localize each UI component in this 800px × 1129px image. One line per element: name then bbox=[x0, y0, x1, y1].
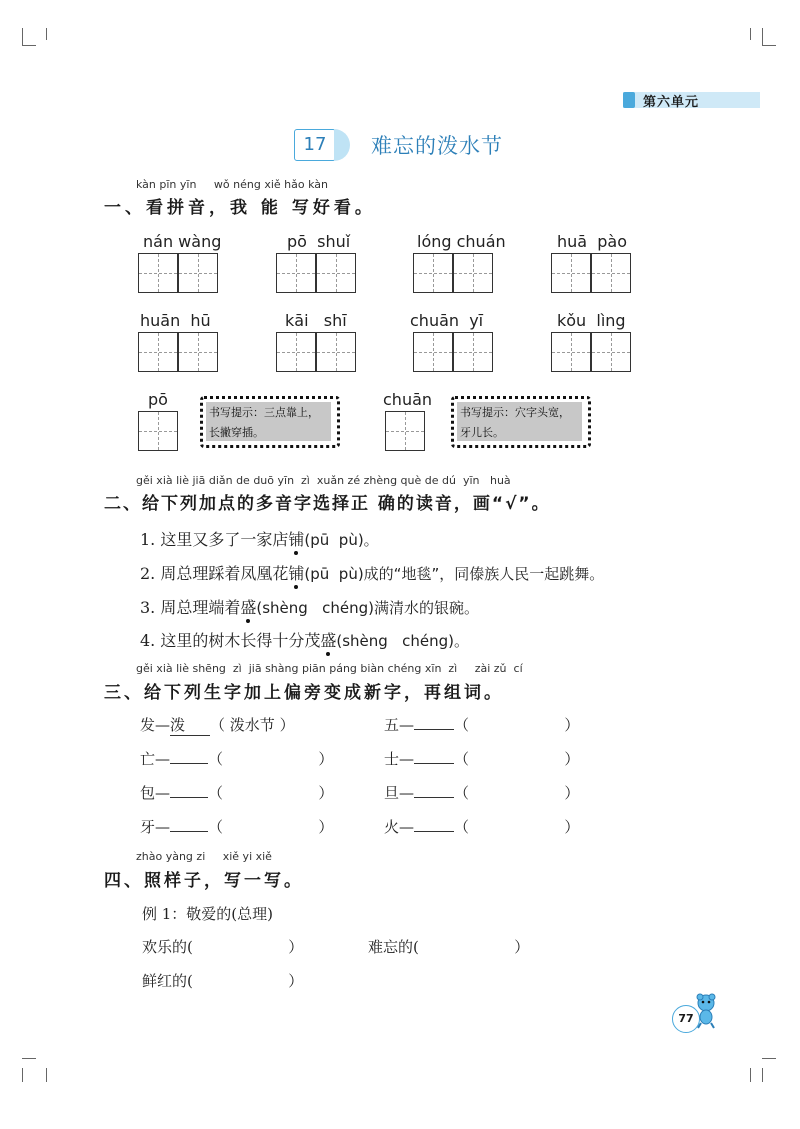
word-pinyin: lóng chuán bbox=[417, 232, 506, 251]
section1-heading: 一、看拼音，我 能 写好看。 bbox=[104, 198, 376, 218]
crop-mark bbox=[46, 1068, 47, 1082]
crop-mark bbox=[750, 1068, 751, 1082]
writing-box[interactable] bbox=[453, 253, 493, 293]
base-char: 发 bbox=[140, 716, 156, 734]
question-options[interactable]: (shèng chéng)。 bbox=[336, 632, 469, 650]
writing-box[interactable] bbox=[276, 332, 316, 372]
crop-mark bbox=[22, 45, 36, 46]
writing-box[interactable] bbox=[178, 253, 218, 293]
crop-mark bbox=[762, 1068, 763, 1082]
writing-hint bbox=[451, 396, 591, 448]
crop-mark bbox=[22, 28, 23, 46]
writing-box[interactable] bbox=[453, 332, 493, 372]
base-char: 火 bbox=[384, 818, 400, 836]
crop-mark bbox=[762, 28, 763, 46]
writing-box[interactable] bbox=[276, 253, 316, 293]
page-number: 77 bbox=[672, 1005, 700, 1033]
lesson-title: 难忘的泼水节 bbox=[371, 134, 503, 158]
word-pinyin: chuān yī bbox=[410, 311, 484, 330]
question-options[interactable]: (pū pù)成的“地毯”，同傣族人民一起跳舞。 bbox=[304, 565, 605, 583]
question-text: 1. 这里又多了一家店 bbox=[140, 530, 289, 549]
example-text: 例 1：敬爱的(总理) bbox=[142, 905, 274, 923]
hint-text: 长撇穿插。 bbox=[209, 426, 264, 439]
lesson-number: 17 bbox=[294, 129, 336, 161]
word-pinyin: nán wàng bbox=[143, 232, 222, 251]
crop-mark bbox=[750, 28, 751, 40]
word-pinyin: huān hū bbox=[140, 311, 211, 330]
writing-box[interactable] bbox=[551, 253, 591, 293]
word-pinyin: pō shuǐ bbox=[287, 232, 351, 251]
question-item bbox=[140, 561, 604, 584]
writing-box[interactable] bbox=[316, 253, 356, 293]
hint-text: 书写提示：穴字头宽， bbox=[460, 406, 570, 419]
writing-box[interactable] bbox=[316, 332, 356, 372]
writing-box[interactable] bbox=[413, 253, 453, 293]
writing-box[interactable] bbox=[413, 332, 453, 372]
writing-box[interactable] bbox=[385, 411, 425, 451]
crop-mark bbox=[46, 28, 47, 40]
exercise-row[interactable]: 五— （ ） bbox=[384, 716, 580, 734]
item-text: 难忘的( bbox=[368, 938, 419, 956]
unit-label: 第六单元 bbox=[643, 95, 700, 110]
dotted-char: 盛 bbox=[240, 598, 257, 617]
section4-heading: 四、照样子，写一写。 bbox=[104, 871, 304, 891]
mascot-icon bbox=[694, 993, 718, 1029]
question-text: 4. 这里的树木长得十分茂 bbox=[140, 631, 321, 650]
question-options[interactable]: (shèng chéng)满清水的银碗。 bbox=[256, 599, 479, 617]
hint-text: 牙儿长。 bbox=[460, 426, 504, 439]
word-pinyin: kǒu lìng bbox=[557, 311, 626, 330]
unit-tab bbox=[623, 92, 635, 108]
dotted-char: 铺 bbox=[288, 530, 305, 549]
crop-mark bbox=[22, 1058, 36, 1059]
exercise-row[interactable]: 包— （ ） bbox=[140, 784, 334, 802]
example-row: 发—泼 （ 泼水节 ） bbox=[140, 716, 295, 734]
writing-box[interactable] bbox=[591, 332, 631, 372]
exercise-row[interactable]: 旦— （ ） bbox=[384, 784, 580, 802]
writing-box[interactable] bbox=[591, 253, 631, 293]
word-pinyin: kāi shī bbox=[285, 311, 347, 330]
base-char: 亡 bbox=[140, 750, 156, 768]
base-char: 五 bbox=[384, 716, 400, 734]
section3-heading: 三、给下列生字加上偏旁变成新字，再组词。 bbox=[104, 683, 504, 703]
base-char: 包 bbox=[140, 784, 156, 802]
question-item bbox=[140, 595, 479, 618]
writing-box[interactable] bbox=[551, 332, 591, 372]
exercise-row[interactable]: 鲜红的( ） bbox=[142, 972, 304, 990]
question-item bbox=[140, 527, 379, 550]
section4-pinyin: zhào yàng zi xiě yi xiě bbox=[136, 850, 272, 863]
exercise-row[interactable]: 牙— （ ） bbox=[140, 818, 334, 836]
base-char: 旦 bbox=[384, 784, 400, 802]
crop-mark bbox=[762, 1058, 776, 1059]
question-item bbox=[140, 628, 469, 651]
question-text: 2. 周总理踩着凤凰花 bbox=[140, 564, 289, 583]
exercise-row[interactable]: 难忘的( ） bbox=[368, 938, 530, 956]
exercise-row[interactable]: 火— （ ） bbox=[384, 818, 580, 836]
exercise-row[interactable]: 欢乐的( ） bbox=[142, 938, 304, 956]
writing-box[interactable] bbox=[138, 411, 178, 451]
item-text: 欢乐的( bbox=[142, 938, 193, 956]
section2-heading: 二、给下列加点的多音字选择正 确的读音，画“√”。 bbox=[104, 494, 551, 514]
writing-box[interactable] bbox=[138, 253, 178, 293]
unit-banner bbox=[623, 92, 760, 108]
exercise-row[interactable]: 士— （ ） bbox=[384, 750, 580, 768]
question-text: 3. 周总理端着 bbox=[140, 598, 241, 617]
section2-pinyin: gěi xià liè jiā diǎn de duō yīn zì xuǎn zé zhèng què de dú yīn huà bbox=[136, 474, 511, 487]
exercise-row[interactable]: 亡— （ ） bbox=[140, 750, 334, 768]
section3-pinyin: gěi xià liè shēng zì jiā shàng piān páng biàn chéng xīn zì zài zǔ cí bbox=[136, 662, 523, 675]
item-text: 鲜红的( bbox=[142, 972, 193, 990]
lesson-number-tail bbox=[334, 129, 350, 161]
writing-box[interactable] bbox=[178, 332, 218, 372]
dotted-char: 铺 bbox=[288, 564, 305, 583]
section1-pinyin: kàn pīn yīn wǒ néng xiě hǎo kàn bbox=[136, 178, 328, 191]
example-word: 泼水节 bbox=[229, 716, 275, 734]
word-pinyin: huā pào bbox=[557, 232, 628, 251]
writing-hint bbox=[200, 396, 340, 448]
question-options[interactable]: (pū pù)。 bbox=[304, 531, 379, 549]
hint-text: 书写提示：三点靠上， bbox=[209, 406, 319, 419]
answer-char: 泼 bbox=[170, 714, 210, 736]
single-pinyin: chuān bbox=[383, 390, 433, 409]
dotted-char: 盛 bbox=[320, 631, 337, 650]
crop-mark bbox=[22, 1068, 23, 1082]
single-pinyin: pō bbox=[148, 390, 168, 409]
writing-box[interactable] bbox=[138, 332, 178, 372]
base-char: 牙 bbox=[140, 818, 156, 836]
base-char: 士 bbox=[384, 750, 400, 768]
crop-mark bbox=[762, 45, 776, 46]
